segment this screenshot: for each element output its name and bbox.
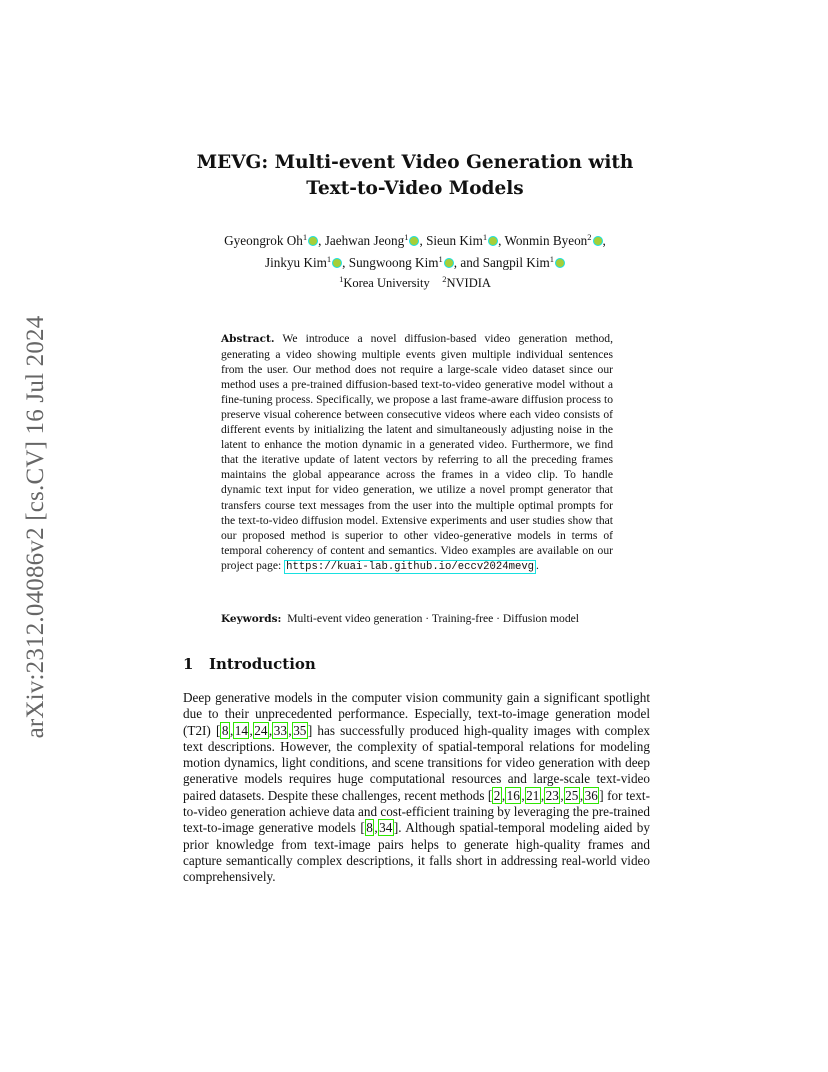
citation-link[interactable]: 21 — [526, 787, 540, 803]
paper-title — [140, 150, 690, 202]
author-separator: , — [342, 255, 349, 270]
affil-mark: 1 — [339, 274, 344, 284]
abstract-label: Abstract. — [221, 333, 275, 345]
citation-link[interactable]: 25 — [565, 787, 579, 803]
author-affil-mark: 1 — [404, 232, 409, 242]
citation-link[interactable]: 36 — [584, 787, 598, 803]
affiliation-name: NVIDIA — [446, 276, 491, 290]
section-title: Introduction — [209, 655, 316, 673]
intro-text: ]. Although spatial-temporal modeling aided by prior knowledge from text-image pairs helps to generate high-quality frames and capture semantically complex descriptions, it falls short in addressing real-world video comprehensively. — [183, 820, 650, 885]
author-name: Jinkyu Kim — [264, 255, 327, 270]
citation-link[interactable]: 35 — [293, 722, 307, 738]
intro-text: ] for text-to-video generation achieve data and cost-efficient training by leveraging the pre-trained text-to-image generative models [ — [183, 787, 650, 836]
citation-link[interactable]: 33 — [273, 722, 287, 738]
section-heading — [183, 655, 316, 673]
citation-link[interactable]: 2 — [493, 787, 501, 803]
keywords-text: Multi-event video generation · Training-free · Diffusion model — [287, 612, 580, 625]
citation-link[interactable]: 16 — [506, 787, 520, 803]
author-separator: , — [602, 233, 606, 248]
author-line-2 — [140, 250, 690, 272]
citation-link[interactable]: 8 — [366, 820, 373, 836]
citation-link[interactable]: 14 — [234, 722, 248, 738]
author-separator: , — [318, 233, 325, 248]
intro-text: Deep generative models in the computer vision community gain a significant spotlight due to their unprecedented performance. Especially, text-to-image generation model (T2I) [ — [183, 690, 650, 738]
intro-text: ] has successfully produced high-quality images with complex text descriptions. However, the complexity of spatial-temporal relations for modeling motion dynamics, light conditions, and scene transitions for video generation with deep generative models requires huge computational resources and large-scale text-video paired datasets. Despite these challenges, recent methods [ — [183, 722, 650, 803]
abstract — [221, 331, 613, 575]
author-separator: , — [419, 233, 427, 248]
section-number: 1 — [183, 655, 194, 673]
author-name: Jaehwan Jeong — [324, 233, 405, 248]
author-line-1 — [140, 228, 690, 250]
author-name: Sangpil Kim — [482, 255, 550, 270]
arxiv-sidebar-stamp — [12, 292, 60, 762]
author-name: Sieun Kim — [426, 233, 483, 248]
author-affil-mark: 1 — [438, 254, 443, 264]
citation-link[interactable]: 34 — [379, 820, 393, 836]
intro-paragraph: Deep generative models in the computer vision community gain a significant spotlight due to their unprecedented performance. Especially, text-to-image generation model (T2I) [ 8 , 14 , 24 , 33 , 35 ] has successfully produced high-quality images with complex text descriptions. However, the complexity of spatial-temporal relations for modeling motion dynamics, light conditions, and scene transitions for video generation with deep generative models requires huge computational resources and large-scale text-video paired datasets. Despite these challenges, recent methods [ 2 , 16 , 21 , 23 , 25 , 36 ] for text-to-video generation achieve data and cost-efficient training by leveraging the pre-trained text-to-image generative models [ 8 , 34 ]. Although spatial-temporal modeling aided by prior knowledge from text-image pairs helps to generate high-quality frames and capture semantically complex descriptions, it falls short in addressing real-world video comprehensively. — [183, 690, 650, 885]
author-separator: , — [498, 233, 505, 248]
author-name: Wonmin Byeon — [504, 233, 588, 248]
author-list — [140, 228, 690, 272]
affiliations — [140, 274, 690, 291]
author-affil-mark: 2 — [587, 232, 592, 242]
orcid-icon[interactable] — [593, 236, 603, 246]
abstract-text: We introduce a novel diffusion-based video generation method, generating a video showing multiple events given multiple individual sentences from the user. Our method does not require a large-scale video dataset since our method uses a pre-trained diffusion-based text-to-video generative model without a fine-tuning process. Specifically, we propose a last frame-aware diffusion process to preserve visual coherence between consecutive videos where each video consists of different events by initializing the latent and simultaneously adjusting noise in the latent to enhance the motion dynamic in a generated video. Furthermore, we find that the iterative update of latent vectors by referring to all the preceding frames maintains the global appearance across the frames in a video clip. To handle dynamic text input for video generation, we utilize a novel prompt generator that transfers course text messages from the user into the multiple optimal prompts for the text-to-video diffusion model. Extensive experiments and user studies show that our proposed method is superior to other video-generative models in terms of temporal coherency of content and semantics. Video examples are available on our project page: — [221, 332, 613, 572]
project-page-link[interactable]: https://kuai-lab.github.io/eccv2024mevg — [286, 560, 535, 573]
orcid-icon[interactable] — [409, 236, 419, 246]
citation-link[interactable]: 8 — [221, 722, 229, 738]
author-affil-mark: 1 — [302, 232, 308, 242]
abstract-end: . — [536, 558, 539, 572]
author-affil-mark: 1 — [482, 232, 488, 242]
citation-link[interactable]: 24 — [254, 722, 268, 738]
orcid-icon[interactable] — [444, 258, 454, 268]
keywords-label: Keywords: — [221, 613, 282, 625]
orcid-icon[interactable] — [555, 258, 565, 268]
title-line-1: MEVG: Multi-event Video Generation with — [196, 152, 634, 173]
orcid-icon[interactable] — [308, 236, 318, 246]
orcid-icon[interactable] — [488, 236, 498, 246]
author-affil-mark: 1 — [326, 254, 332, 264]
affil-mark: 2 — [442, 274, 447, 284]
author-name: Sungwoong Kim — [348, 255, 439, 270]
author-affil-mark: 1 — [549, 254, 554, 264]
orcid-icon[interactable] — [332, 258, 342, 268]
arxiv-identifier: arXiv:2312.04086v2 [cs.CV] 16 Jul 2024 — [22, 315, 49, 739]
keywords — [221, 612, 641, 625]
author-separator: , and — [453, 255, 483, 270]
affiliation-name: Korea University — [343, 276, 430, 290]
citation-link[interactable]: 23 — [545, 787, 559, 803]
author-name: Gyeongrok Oh — [224, 233, 303, 248]
title-line-2: Text-to-Video Models — [306, 178, 524, 199]
